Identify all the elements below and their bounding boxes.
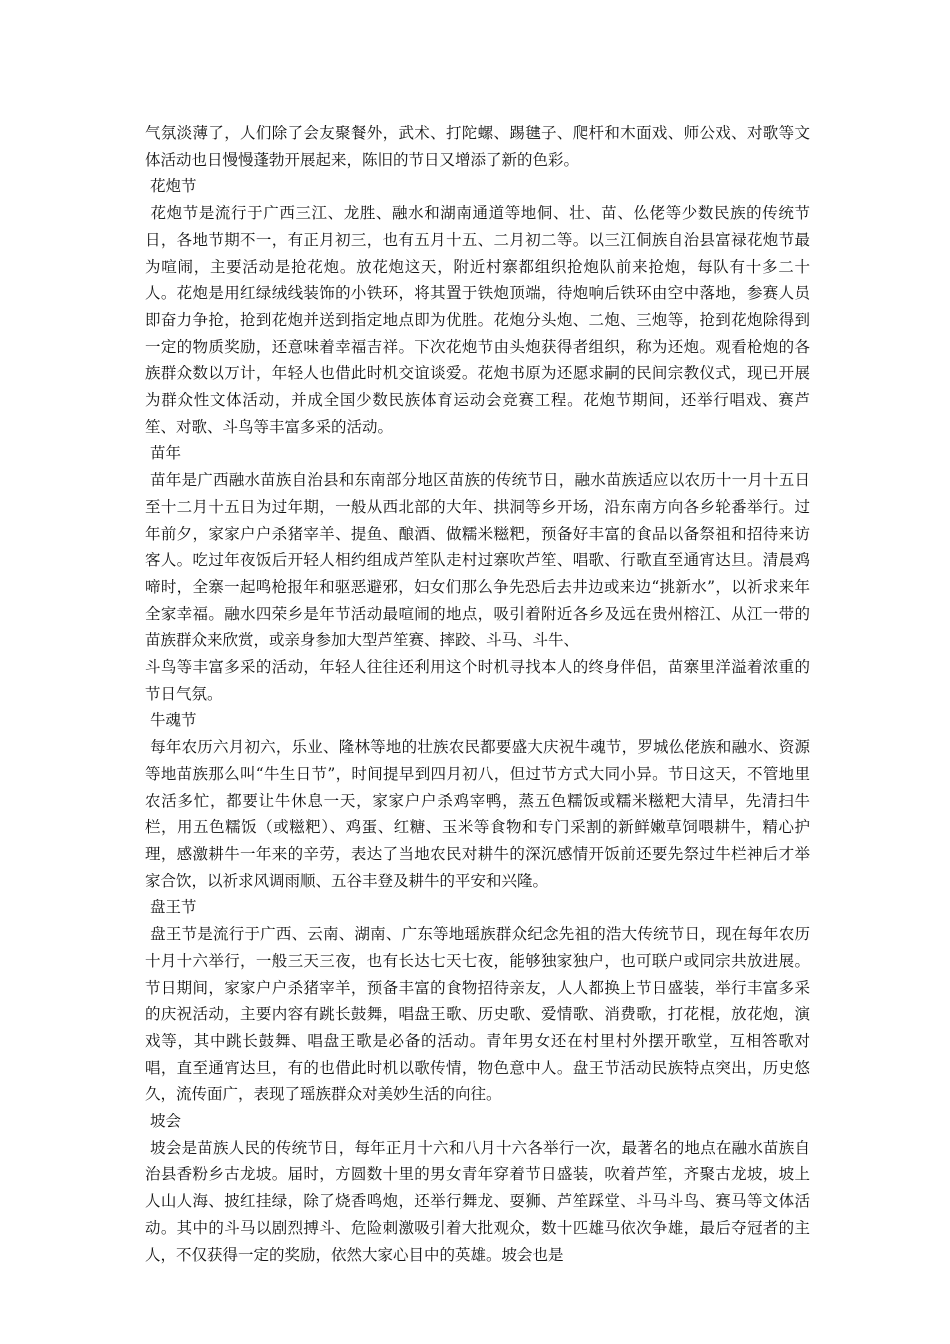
heading-huapao-festival: 花炮节 — [145, 177, 197, 196]
heading-miao-new-year: 苗年 — [145, 444, 181, 463]
paragraph-niuhun-festival: 每年农历六月初六，乐业、隆林等地的壮族农民都要盛大庆祝牛魂节，罗城仫佬族和融水、资源等地苗族那么叫“牛生日节”，时间提早到四月初八，但过节方式大同小异。节日这天，不管地里农活多忙，都要让牛休息一天，家家户户杀鸡宰鸭，蒸五色糯饭或糯米糍粑大清早，先清扫牛栏，用五色糯饭（或糍粑）、鸡蛋、红糖、玉米等食物和专门采割的新鲜嫩草饲喂耕牛，精心护理，感激耕牛一年来的辛劳，表达了当地农民对耕牛的深沉感情开饭前还要先祭过牛栏神后才举家合饮，以祈求风调雨顺、五谷丰登及耕牛的平安和兴隆。 — [145, 738, 810, 890]
document-page — [145, 120, 810, 1268]
paragraph-miao-new-year: 苗年是广西融水苗族自治县和东南部分地区苗族的传统节日，融水苗族适应以农历十一月十五日至十二月十五日为过年期，一般从西北部的大年、拱洞等乡开场，沿东南方向各乡轮番举行。过年前夕，家家户户杀猪宰羊、提鱼、酿酒、做糯米糍粑，预备好丰富的食品以备祭祖和招待来访客人。吃过年夜饭后开轻人相约组成芦笙队走村过寨吹芦笙、唱歌、行歌直至通宵达旦。清晨鸡啼时，全寨一起鸣枪报年和驱恶避邪，妇女们那么争先恐后去井边或来边“挑新水”，以祈求来年全家幸福。融水四荣乡是年节活动最喧闹的地点，吸引着附近各乡及远在贵州榕江、从江一带的苗族群众来欣赏，或亲身参加大型芦笙赛、摔跤、斗马、斗牛、 斗鸟等丰富多采的活动，年轻人往往还利用这个时机寻找本人的终身伴侣，苗寨里洋溢着浓重的节日气氛。 — [145, 471, 810, 703]
paragraph-panwang-festival: 盘王节是流行于广西、云南、湖南、广东等地瑶族群众纪念先祖的浩大传统节日，现在每年农历十月十六举行，一般三天三夜，也有长达七天七夜，能够独家独户，也可联户或同宗共放进展。节日期间，家家户户杀猪宰羊，预备丰富的食物招待亲友，人人都换上节日盛装，举行丰富多采的庆祝活动，主要内容有跳长鼓舞，唱盘王歌、历史歌、爱情歌、消费歌，打花棍，放花炮，演戏等，其中跳长鼓舞、唱盘王歌是必备的活动。青年男女还在村里村外摆开歌堂，互相答歌对唱，直至通宵达旦，有的也借此时机以歌传情，物色意中人。盘王节活动民族特点突出，历史悠久，流传面广，表现了瑶族群众对美妙生活的向往。 — [145, 925, 810, 1104]
paragraph-intro: 气氛淡薄了，人们除了会友聚餐外，武术、打陀螺、踢毽子、爬杆和木面戏、师公戏、对歌等文体活动也日慢慢蓬勃开展起来，陈旧的节日又增添了新的色彩。 — [145, 124, 810, 169]
paragraph-huapao-festival: 花炮节是流行于广西三江、龙胜、融水和湖南通道等地侗、壮、苗、仫佬等少数民族的传统节日，各地节期不一，有正月初三，也有五月十五、二月初二等。以三江侗族自治县富禄花炮节最为喧闹，主要活动是抢花炮。放花炮这天，附近村寨都组织抢炮队前来抢炮，每队有十多二十人。花炮是用红绿绒线装饰的小铁环，将其置于铁炮顶端，待炮响后铁环由空中落地，参赛人员即奋力争抢，抢到花炮并送到指定地点即为优胜。花炮分头炮、二炮、三炮等，抢到花炮除得到一定的物质奖励，还意味着幸福吉祥。下次花炮节由头炮获得者组织，称为还炮。观看枪炮的各族群众数以万计，年轻人也借此时机交谊谈爱。花炮书原为还愿求嗣的民间宗教仪式，现已开展为群众性文体活动，并成全国少数民族体育运动会竞赛工程。花炮节期间，还举行唱戏、赛芦笙、对歌、斗鸟等丰富多采的活动。 — [145, 204, 810, 436]
heading-panwang-festival: 盘王节 — [145, 898, 197, 917]
heading-pohui: 坡会 — [145, 1112, 181, 1131]
heading-niuhun-festival: 牛魂节 — [145, 711, 197, 730]
paragraph-pohui: 坡会是苗族人民的传统节日，每年正月十六和八月十六各举行一次，最著名的地点在融水苗族自治县香粉乡古龙坡。届时，方圆数十里的男女青年穿着节日盛装，吹着芦笙，齐聚古龙坡，坡上人山人海、披红挂绿，除了烧香鸣炮，还举行舞龙、耍狮、芦笙踩堂、斗马斗鸟、赛马等文体活动。其中的斗马以剧烈搏斗、危险刺激吸引着大批观众，数十匹雄马依次争雄，最后夺冠者的主人，不仅获得一定的奖励，依然大家心目中的英雄。坡会也是 — [145, 1138, 810, 1264]
